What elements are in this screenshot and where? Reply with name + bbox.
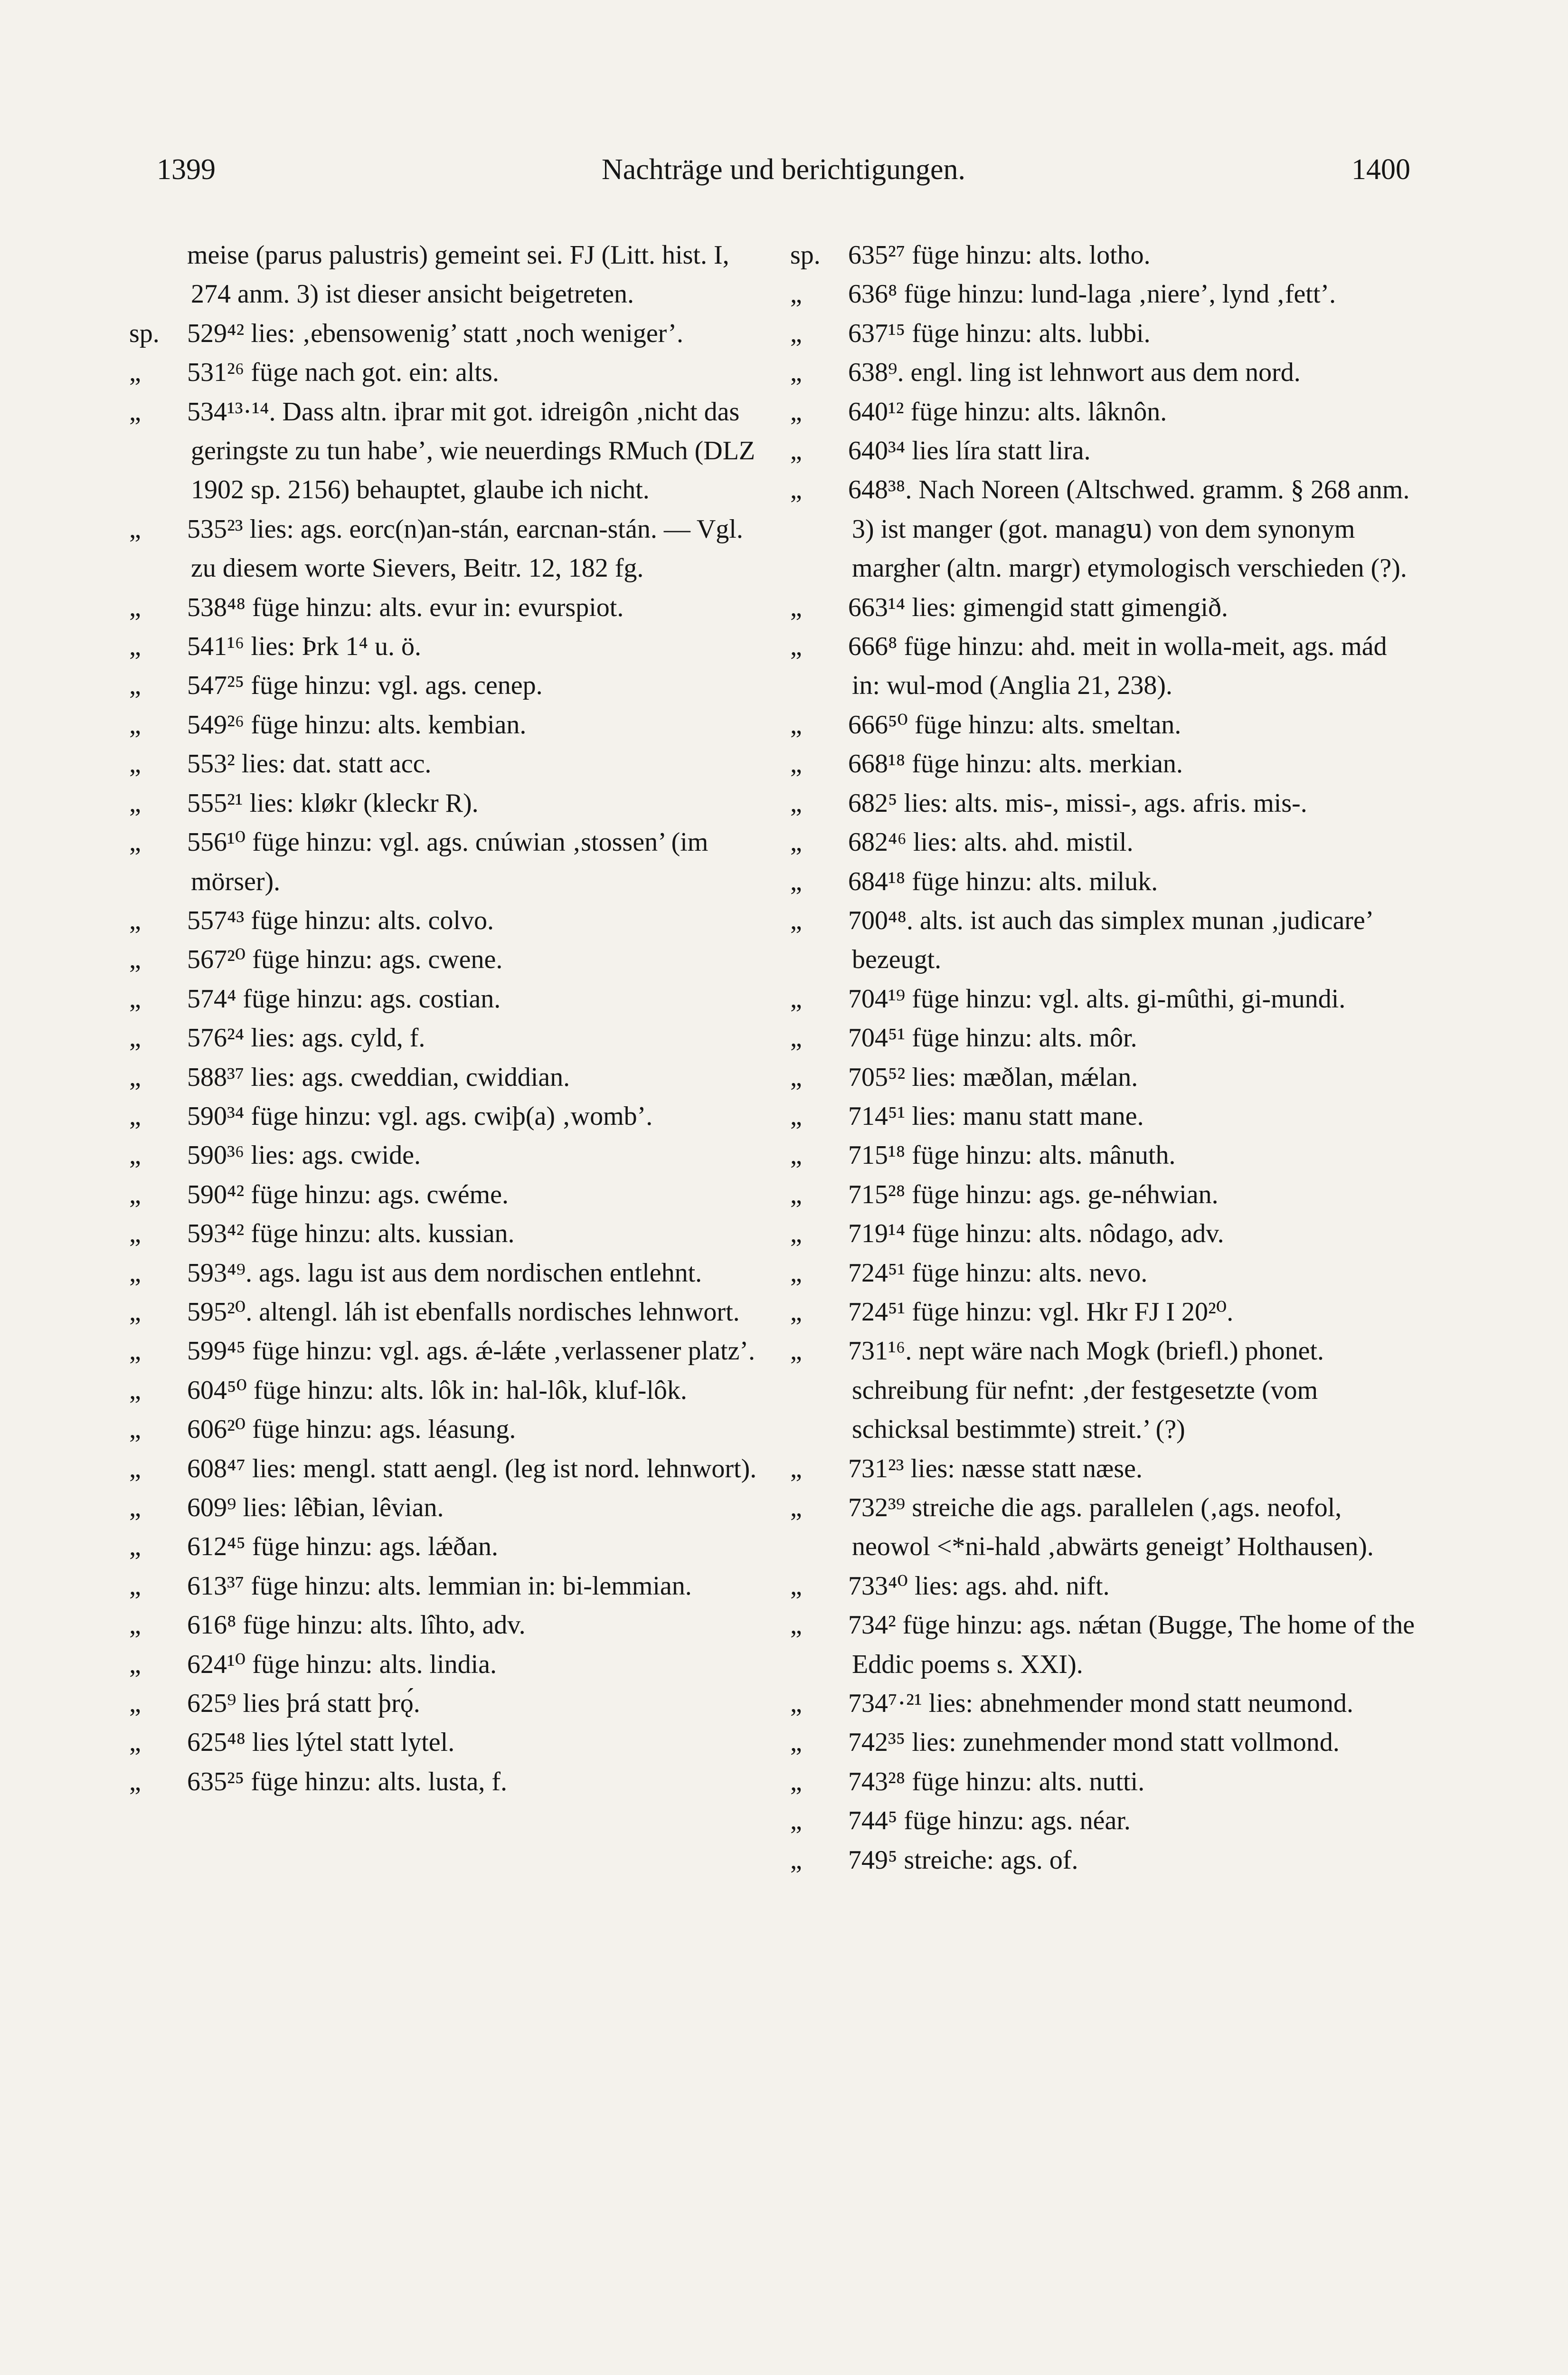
entry-marker: „ bbox=[790, 1219, 802, 1249]
left-column bbox=[129, 236, 760, 1801]
correction-entry bbox=[129, 1449, 760, 1488]
entry-marker: „ bbox=[129, 1415, 141, 1444]
correction-entry bbox=[790, 1488, 1419, 1567]
entry-text: 704¹⁹ füge hinzu: vgl. alts. gi-mûthi, gi-mundi. bbox=[848, 984, 1346, 1014]
entry-text: 612⁴⁵ füge hinzu: ags. lǽðan. bbox=[187, 1532, 498, 1562]
entry-marker: „ bbox=[129, 1532, 141, 1562]
entry-marker: „ bbox=[129, 1728, 141, 1758]
entry-text: 684¹⁸ füge hinzu: alts. miluk. bbox=[848, 866, 1158, 896]
entry-text: 616⁸ füge hinzu: alts. lîhto, adv. bbox=[187, 1610, 526, 1640]
entry-text: 636⁸ füge hinzu: lund-laga ‚niere’, lynd ‚fett’. bbox=[848, 279, 1336, 309]
entry-marker: „ bbox=[790, 1101, 802, 1131]
entry-marker: „ bbox=[129, 1297, 141, 1327]
entry-marker: „ bbox=[129, 514, 141, 544]
entry-text: 590⁴² füge hinzu: ags. cwéme. bbox=[187, 1179, 509, 1209]
correction-entry bbox=[129, 314, 760, 353]
entry-text: 637¹⁵ füge hinzu: alts. lubbi. bbox=[848, 318, 1151, 348]
entry-text: 731¹⁶. nept wäre nach Mogk (briefl.) phonet. schreibung für nefnt: ‚der festgesetzte (vom schicksal bestimmte) streit.’ (?) bbox=[848, 1336, 1324, 1444]
entry-marker: „ bbox=[129, 945, 141, 975]
entry-text: 595²⁰. altengl. láh ist ebenfalls nordisches lehnwort. bbox=[187, 1297, 740, 1327]
page-number-right: 1400 bbox=[1351, 153, 1410, 186]
entry-text: 547²⁵ füge hinzu: vgl. ags. cenep. bbox=[187, 671, 543, 701]
correction-entry bbox=[790, 588, 1419, 627]
correction-entry bbox=[790, 470, 1419, 588]
correction-entry bbox=[790, 314, 1419, 353]
entry-text: 640³⁴ lies líra statt lira. bbox=[848, 436, 1091, 466]
entry-marker: „ bbox=[790, 592, 802, 622]
correction-entry bbox=[790, 823, 1419, 862]
correction-entry bbox=[129, 1331, 760, 1370]
entry-marker: „ bbox=[129, 358, 141, 388]
entry-text: 666⁵⁰ füge hinzu: alts. smeltan. bbox=[848, 710, 1181, 740]
correction-entry bbox=[790, 1841, 1419, 1880]
entry-text: 682⁴⁶ lies: alts. ahd. mistil. bbox=[848, 827, 1133, 857]
correction-entry bbox=[129, 1292, 760, 1331]
entry-text: 732³⁹ streiche die ags. parallelen (‚ags. neofol, neowol <*ni-hald ‚abwärts geneigt’ Holthausen). bbox=[848, 1493, 1374, 1562]
entry-marker: „ bbox=[790, 984, 802, 1014]
entry-marker: „ bbox=[129, 710, 141, 740]
correction-entry bbox=[790, 1292, 1419, 1331]
entry-text: 535²³ lies: ags. eorc(n)an-stán, earcnan-stán. — Vgl. zu diesem worte Sievers, Beitr. 12, 182 fg. bbox=[187, 514, 743, 583]
correction-entry bbox=[129, 1684, 760, 1723]
correction-entry bbox=[790, 627, 1419, 705]
entry-marker: „ bbox=[129, 1493, 141, 1522]
correction-entry bbox=[129, 666, 760, 705]
correction-entry bbox=[129, 901, 760, 940]
correction-entry bbox=[129, 1723, 760, 1762]
entry-text: 624¹⁰ füge hinzu: alts. lindia. bbox=[187, 1649, 497, 1679]
entry-text: 557⁴³ füge hinzu: alts. colvo. bbox=[187, 905, 494, 935]
entry-text: 606²⁰ füge hinzu: ags. léasung. bbox=[187, 1415, 516, 1444]
correction-entry bbox=[790, 275, 1419, 314]
correction-entry bbox=[790, 979, 1419, 1018]
entry-text: 668¹⁸ füge hinzu: alts. merkian. bbox=[848, 749, 1183, 779]
page-title: Nachträge und berichtigungen. bbox=[601, 153, 966, 186]
page-header bbox=[157, 153, 1410, 191]
entry-marker: „ bbox=[790, 827, 802, 857]
correction-entry bbox=[129, 744, 760, 783]
entry-marker: „ bbox=[129, 1062, 141, 1092]
entry-marker: „ bbox=[129, 1023, 141, 1053]
entry-marker: „ bbox=[129, 1179, 141, 1209]
correction-entry bbox=[129, 1214, 760, 1253]
correction-entry bbox=[129, 1410, 760, 1449]
correction-entry bbox=[129, 1097, 760, 1136]
correction-entry bbox=[790, 862, 1419, 901]
entry-marker: „ bbox=[129, 749, 141, 779]
correction-entry bbox=[790, 1254, 1419, 1292]
entry-text: 555²¹ lies: kløkr (kleckr R). bbox=[187, 788, 479, 818]
correction-entry bbox=[790, 1606, 1419, 1684]
entry-text: 529⁴² lies: ‚ebensowenig’ statt ‚noch weniger’. bbox=[187, 318, 684, 348]
entry-marker: „ bbox=[790, 436, 802, 466]
correction-entry bbox=[790, 1214, 1419, 1253]
entry-text: 734⁷·²¹ lies: abnehmender mond statt neumond. bbox=[848, 1689, 1353, 1719]
correction-entry bbox=[129, 705, 760, 744]
correction-entry bbox=[790, 353, 1419, 392]
entry-marker: sp. bbox=[129, 318, 160, 348]
entry-text: 635²⁵ füge hinzu: alts. lusta, f. bbox=[187, 1767, 507, 1796]
entry-marker: „ bbox=[790, 358, 802, 388]
correction-entry bbox=[790, 1331, 1419, 1449]
entry-text: 744⁵ füge hinzu: ags. néar. bbox=[848, 1806, 1131, 1836]
entry-marker: „ bbox=[129, 1454, 141, 1483]
entry-marker: „ bbox=[129, 397, 141, 427]
correction-entry bbox=[790, 901, 1419, 979]
correction-entry bbox=[790, 784, 1419, 823]
entry-text: 704⁵¹ füge hinzu: alts. môr. bbox=[848, 1023, 1137, 1053]
entry-text: 663¹⁴ lies: gimengid statt gimengið. bbox=[848, 592, 1228, 622]
entry-text: 593⁴⁹. ags. lagu ist aus dem nordischen entlehnt. bbox=[187, 1258, 702, 1288]
entry-text: 574⁴ füge hinzu: ags. costian. bbox=[187, 984, 501, 1014]
correction-entry bbox=[129, 1371, 760, 1410]
entry-text: 531²⁶ füge nach got. ein: alts. bbox=[187, 358, 499, 388]
correction-entry bbox=[129, 510, 760, 588]
page-number-left: 1399 bbox=[157, 153, 216, 186]
correction-entry bbox=[129, 1606, 760, 1644]
entry-marker: „ bbox=[790, 1728, 802, 1758]
entry-marker: „ bbox=[129, 984, 141, 1014]
entry-marker: „ bbox=[790, 905, 802, 935]
entry-text: 625⁴⁸ lies lýtel statt lytel. bbox=[187, 1728, 455, 1758]
entry-marker: „ bbox=[790, 749, 802, 779]
entry-marker: „ bbox=[790, 632, 802, 662]
entry-marker: „ bbox=[129, 1336, 141, 1366]
entry-marker: „ bbox=[129, 1101, 141, 1131]
entry-text: 599⁴⁵ füge hinzu: vgl. ags. ǽ-lǽte ‚verlassener platz’. bbox=[187, 1336, 756, 1366]
entry-marker: „ bbox=[790, 1258, 802, 1288]
correction-entry bbox=[790, 1567, 1419, 1606]
entry-marker: „ bbox=[790, 710, 802, 740]
entry-text: 719¹⁴ füge hinzu: alts. nôdago, adv. bbox=[848, 1219, 1224, 1249]
correction-entry bbox=[129, 823, 760, 901]
entry-text: 576²⁴ lies: ags. cyld, f. bbox=[187, 1023, 425, 1053]
entry-text: 604⁵⁰ füge hinzu: alts. lôk in: hal-lôk, kluf-lôk. bbox=[187, 1375, 687, 1405]
entry-marker: „ bbox=[790, 866, 802, 896]
entry-marker: sp. bbox=[790, 240, 821, 270]
entry-marker: „ bbox=[129, 1610, 141, 1640]
correction-entry bbox=[790, 1723, 1419, 1762]
entry-text: 700⁴⁸. alts. ist auch das simplex munan ‚judicare’ bezeugt. bbox=[848, 905, 1372, 975]
entry-text: 733⁴⁰ lies: ags. ahd. nift. bbox=[848, 1571, 1110, 1601]
correction-entry bbox=[129, 1527, 760, 1566]
correction-entry bbox=[790, 1175, 1419, 1214]
entry-text: 666⁸ füge hinzu: ahd. meit in wolla-meit, ags. mád in: wul-mod (Anglia 21, 238). bbox=[848, 632, 1387, 701]
correction-entry bbox=[790, 1762, 1419, 1801]
entry-text: 648³⁸. Nach Noreen (Altschwed. gramm. § 268 anm. 3) ist manger (got. managս) von dem synonym margher (altn. margr) etymologisch verschieden (?). bbox=[848, 475, 1410, 583]
correction-entry bbox=[129, 979, 760, 1018]
entry-marker: „ bbox=[790, 1140, 802, 1170]
correction-entry bbox=[790, 705, 1419, 744]
correction-entry bbox=[129, 1175, 760, 1214]
entry-marker: „ bbox=[790, 1062, 802, 1092]
correction-entry bbox=[790, 1449, 1419, 1488]
correction-entry bbox=[790, 1801, 1419, 1840]
correction-entry bbox=[790, 1136, 1419, 1175]
correction-entry bbox=[790, 1684, 1419, 1723]
entry-marker: „ bbox=[790, 1610, 802, 1640]
entry-text: 567²⁰ füge hinzu: ags. cwene. bbox=[187, 945, 503, 975]
entry-marker: „ bbox=[129, 788, 141, 818]
correction-entry bbox=[129, 392, 760, 510]
correction-entry bbox=[129, 1762, 760, 1801]
entry-text: 743²⁸ füge hinzu: alts. nutti. bbox=[848, 1767, 1145, 1796]
entry-text: 638⁹. engl. ling ist lehnwort aus dem nord. bbox=[848, 358, 1301, 388]
entry-text: 749⁵ streiche: ags. of. bbox=[848, 1845, 1078, 1875]
correction-entry bbox=[129, 627, 760, 666]
entry-marker: „ bbox=[129, 671, 141, 701]
entry-text: 613³⁷ füge hinzu: alts. lemmian in: bi-lemmian. bbox=[187, 1571, 692, 1601]
entry-text: 731²³ lies: næsse statt næse. bbox=[848, 1454, 1143, 1483]
correction-entry bbox=[790, 431, 1419, 470]
correction-entry bbox=[129, 940, 760, 979]
entry-text: 593⁴² füge hinzu: alts. kussian. bbox=[187, 1219, 515, 1249]
entry-marker: „ bbox=[129, 1767, 141, 1796]
entry-text: 538⁴⁸ füge hinzu: alts. evur in: evurspiot. bbox=[187, 592, 624, 622]
entry-marker: „ bbox=[790, 1767, 802, 1796]
entry-text: 588³⁷ lies: ags. cweddian, cwiddian. bbox=[187, 1062, 570, 1092]
entry-text: 714⁵¹ lies: manu statt mane. bbox=[848, 1101, 1144, 1131]
correction-entry bbox=[129, 588, 760, 627]
entry-marker: „ bbox=[790, 397, 802, 427]
entry-marker: „ bbox=[790, 279, 802, 309]
entry-marker: „ bbox=[129, 1375, 141, 1405]
entry-text: 556¹⁰ füge hinzu: vgl. ags. cnúwian ‚stossen’ (im mörser). bbox=[187, 827, 708, 896]
entry-text: 534¹³·¹⁴. Dass altn. iþrar mit got. idreigôn ‚nicht das geringste zu tun habe’, wie neuerdings RMuch (DLZ 1902 sp. 2156) behauptet, glaube ich nicht. bbox=[187, 397, 756, 505]
correction-entry bbox=[129, 1645, 760, 1684]
entry-text: 715¹⁸ füge hinzu: alts. mânuth. bbox=[848, 1140, 1176, 1170]
correction-entry bbox=[129, 1488, 760, 1527]
entry-marker: „ bbox=[790, 788, 802, 818]
entry-text: 635²⁷ füge hinzu: alts. lotho. bbox=[848, 240, 1151, 270]
entry-text: 724⁵¹ füge hinzu: vgl. Hkr FJ I 20²⁰. bbox=[848, 1297, 1234, 1327]
correction-entry bbox=[790, 1097, 1419, 1136]
entry-marker: „ bbox=[790, 1454, 802, 1483]
entry-text: 625⁹ lies þrá statt þrǫ́. bbox=[187, 1689, 420, 1719]
entry-marker: „ bbox=[790, 1179, 802, 1209]
correction-entry bbox=[790, 1058, 1419, 1097]
entry-text: 541¹⁶ lies: Þrk 1⁴ u. ö. bbox=[187, 632, 421, 662]
entry-marker: „ bbox=[790, 1023, 802, 1053]
entry-marker: „ bbox=[129, 1140, 141, 1170]
entry-text: 590³⁶ lies: ags. cwide. bbox=[187, 1140, 421, 1170]
entry-marker: „ bbox=[129, 1258, 141, 1288]
correction-entry bbox=[129, 236, 760, 314]
correction-entry bbox=[129, 1254, 760, 1292]
entry-text: 724⁵¹ füge hinzu: alts. nevo. bbox=[848, 1258, 1148, 1288]
entry-marker: „ bbox=[790, 1336, 802, 1366]
entry-marker: „ bbox=[790, 1689, 802, 1719]
entry-marker: „ bbox=[129, 1219, 141, 1249]
correction-entry bbox=[129, 784, 760, 823]
right-column bbox=[790, 236, 1419, 1880]
entry-marker: „ bbox=[129, 1571, 141, 1601]
entry-marker: „ bbox=[790, 1806, 802, 1836]
entry-marker: „ bbox=[129, 592, 141, 622]
entry-text: 705⁵² lies: mæðlan, mǽlan. bbox=[848, 1062, 1138, 1092]
correction-entry bbox=[129, 1018, 760, 1057]
entry-text: 590³⁴ füge hinzu: vgl. ags. cwiþ(a) ‚womb’. bbox=[187, 1101, 653, 1131]
entry-marker: „ bbox=[129, 632, 141, 662]
entry-text: 715²⁸ füge hinzu: ags. ge-néhwian. bbox=[848, 1179, 1219, 1209]
entry-marker: „ bbox=[129, 905, 141, 935]
entry-text: 682⁵ lies: alts. mis-, missi-, ags. afris. mis-. bbox=[848, 788, 1307, 818]
entry-text: meise (parus palustris) gemeint sei. FJ (Litt. hist. I, 274 anm. 3) ist dieser ansicht beigetreten. bbox=[187, 240, 729, 309]
correction-entry bbox=[790, 1018, 1419, 1057]
entry-marker: „ bbox=[790, 318, 802, 348]
entry-marker: „ bbox=[129, 1649, 141, 1679]
correction-entry bbox=[129, 1567, 760, 1606]
entry-marker: „ bbox=[790, 1845, 802, 1875]
entry-text: 608⁴⁷ lies: mengl. statt aengl. (leg ist nord. lehnwort). bbox=[187, 1454, 757, 1483]
correction-entry bbox=[790, 392, 1419, 431]
entry-marker: „ bbox=[790, 1493, 802, 1522]
correction-entry bbox=[790, 236, 1419, 275]
entry-text: 553² lies: dat. statt acc. bbox=[187, 749, 432, 779]
entry-marker: „ bbox=[129, 1689, 141, 1719]
entry-marker: „ bbox=[790, 1297, 802, 1327]
entry-marker: „ bbox=[790, 475, 802, 505]
correction-entry bbox=[129, 353, 760, 392]
entry-text: 609⁹ lies: lêƀian, lêvian. bbox=[187, 1493, 444, 1522]
entry-text: 640¹² füge hinzu: alts. lâknôn. bbox=[848, 397, 1167, 427]
entry-text: 734² füge hinzu: ags. nǽtan (Bugge, The home of the Eddic poems s. XXI). bbox=[848, 1610, 1415, 1679]
entry-marker: „ bbox=[129, 827, 141, 857]
correction-entry bbox=[129, 1136, 760, 1175]
entry-marker: „ bbox=[790, 1571, 802, 1601]
correction-entry bbox=[129, 1058, 760, 1097]
entry-text: 549²⁶ füge hinzu: alts. kembian. bbox=[187, 710, 527, 740]
correction-entry bbox=[790, 744, 1419, 783]
entry-text: 742³⁵ lies: zunehmender mond statt vollmond. bbox=[848, 1728, 1340, 1758]
